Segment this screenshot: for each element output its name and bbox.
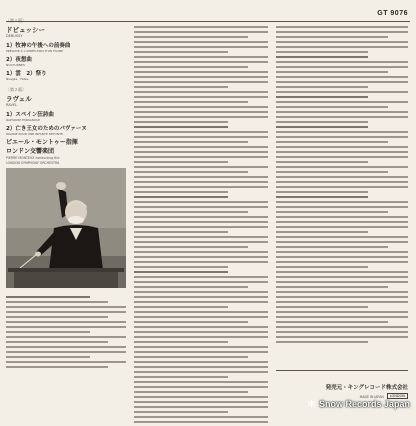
composer-debussy-en: DEBUSSY (6, 34, 23, 38)
track-nocturnes-en: NOCTURNES (6, 63, 25, 67)
track-nocturnes: 2）夜想曲 (6, 57, 32, 63)
footer-credits (268, 383, 408, 399)
track-prelude-en: PRÉLUDE À L'APRÈS-MIDI D'UN FAUNE (6, 49, 63, 53)
track-rapsodie-en: RAPSODIE ESPAGNOLE (6, 118, 41, 122)
track-pavane: 2）亡き王女のためのパヴァーヌ (6, 126, 87, 132)
performer-credits (6, 138, 124, 165)
conductor-photo-image (6, 168, 126, 288)
orchestra-jp: ロンドン交響楽団 (6, 148, 55, 155)
catalog-number: GT 9076 (377, 10, 408, 17)
conductor-jp: ピエール・モントゥー指揮 (6, 139, 78, 146)
london-logo: LONDON (387, 393, 408, 399)
track-prelude: 1）牧神の午後への前奏曲 (6, 43, 71, 49)
notes-column-middle (134, 26, 268, 426)
watermark-text: Snow Records Japan (318, 399, 410, 409)
track-rapsodie: 1）スペイン狂詩曲 (6, 112, 54, 118)
made-in-japan: MADE IN JAPAN (359, 394, 384, 399)
orchestra-en: LONDON SYMPHONY ORCHESTRA (6, 160, 60, 165)
side2-label: 〔第２面〕 (6, 87, 26, 92)
composer-ravel-en: RAVEL (6, 103, 18, 107)
notes-column-left (6, 296, 126, 371)
composer-ravel: ラヴェル (6, 95, 32, 103)
footer-rule (276, 370, 408, 371)
snowflake-icon (307, 399, 316, 408)
side1-label: 〔第１面〕 (6, 18, 26, 23)
track-pavane-en: PAVANE POUR UNE INFANTE DÉFUNTE (6, 132, 63, 136)
conductor-en: PIERRE MONTEUX conducting the (6, 156, 60, 160)
track-list (6, 16, 124, 136)
composer-debussy: ドビュッシー (6, 26, 45, 34)
notes-column-right (276, 26, 408, 346)
track-nocturnes-parts-en: Nuages Fêtes (6, 77, 29, 81)
conductor-photo (6, 168, 126, 288)
company-name: 発売元・キングレコード株式会社 (325, 385, 408, 391)
track-nocturnes-parts: 1）雲 2）祭り (6, 71, 47, 77)
